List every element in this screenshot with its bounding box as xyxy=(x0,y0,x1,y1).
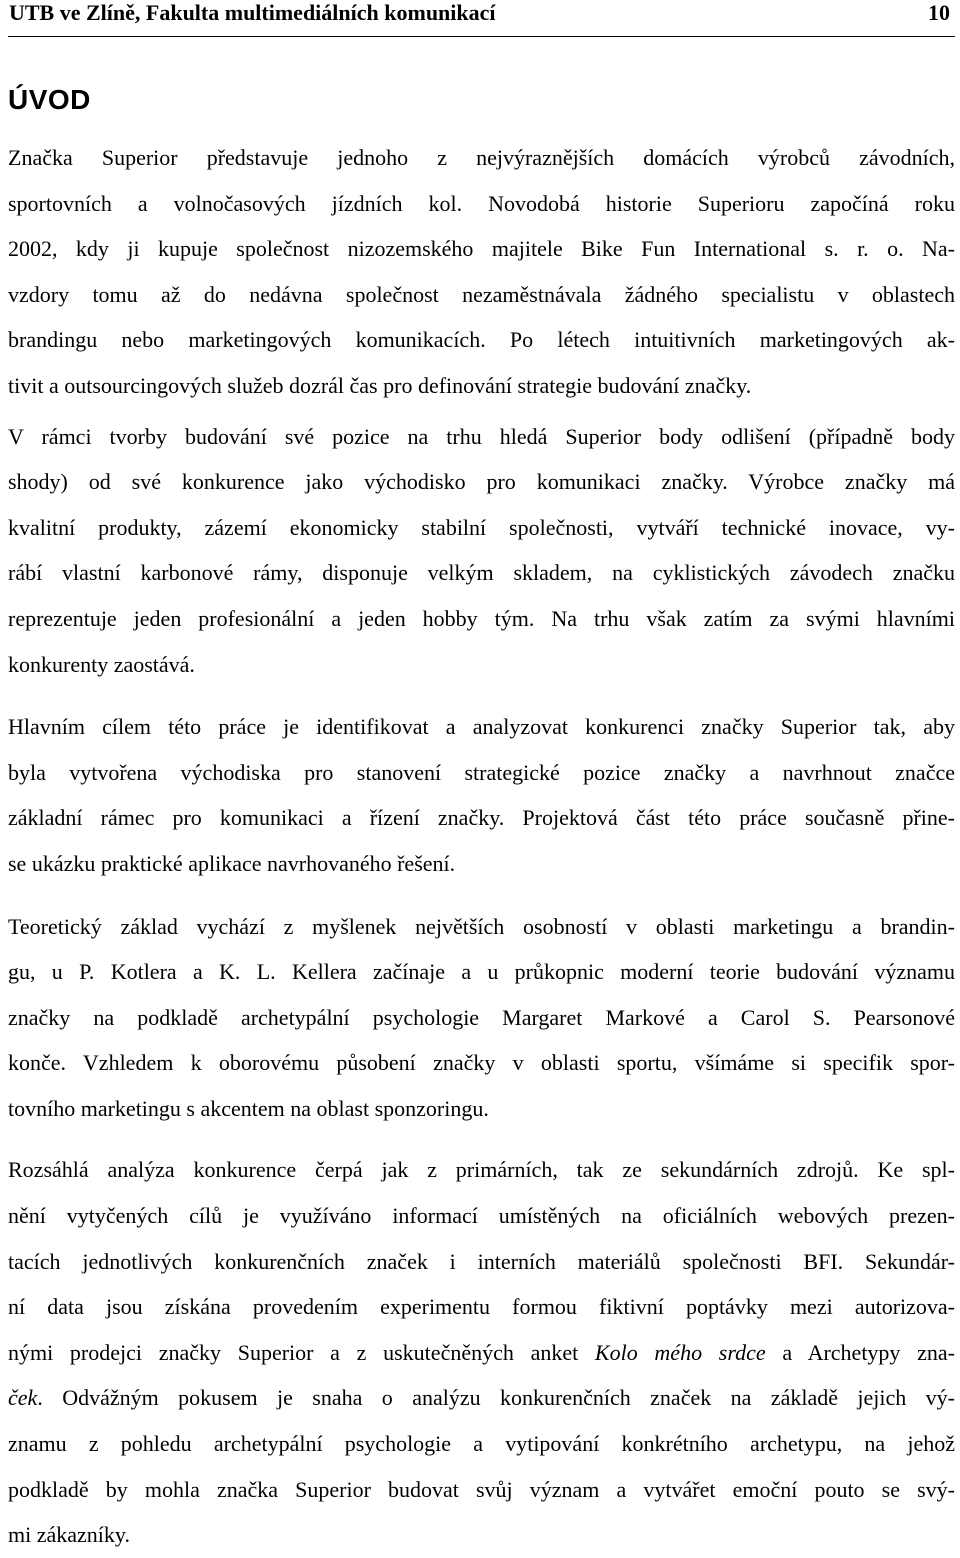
line-text: a Archetypy zna- xyxy=(765,1339,955,1365)
paragraph-line: gu, u P. Kotlera a K. L. Kellera začínaje a u průkopnic moderní teorie budování významu xyxy=(8,959,955,985)
page-number: 10 xyxy=(928,0,950,25)
paragraph-line: tovního marketingu s akcentem na oblast sponzoringu. xyxy=(8,1095,489,1121)
line-text: nými prodejci značky Superior a z uskutečněných anket xyxy=(8,1339,595,1365)
paragraph-line: znamu z pohledu archetypální psychologie a vytipování konkrétního archetypu, na jehož xyxy=(8,1431,955,1457)
italic-title: Kolo mého srdce xyxy=(594,1339,766,1365)
paragraph-line: tivit a outsourcingových služeb dozrál čas pro definování strategie budování značky. xyxy=(8,372,752,398)
paragraph-line: kvalitní produkty, zázemí ekonomicky stabilní společnosti, vytváří technické inovace, vy- xyxy=(8,514,955,540)
paragraph-line: konkurenty zaostává. xyxy=(8,651,195,677)
paragraph-3 xyxy=(8,704,955,886)
paragraph-line: sportovních a volnočasových jízdních kol. Novodobá historie Superioru započíná roku xyxy=(8,190,955,216)
paragraph-line xyxy=(8,1375,955,1421)
paragraph-line: reprezentuje jeden profesionální a jeden hobby tým. Na trhu však zatím za svými hlavními xyxy=(8,605,955,631)
paragraph-line: brandingu nebo marketingových komunikacích. Po létech intuitivních marketingových ak- xyxy=(8,327,955,353)
paragraph-line xyxy=(8,1330,955,1376)
paragraph-line: shody) od své konkurence jako východisko pro komunikaci značky. Výrobce značky má xyxy=(8,469,955,495)
header-title: UTB ve Zlíně, Fakulta multimediálních komunikací xyxy=(9,0,496,25)
paragraph-line: nění vytyčených cílů je využíváno informací umístěných na oficiálních webových prezen- xyxy=(8,1203,955,1229)
paragraph-5 xyxy=(8,1147,955,1557)
paragraph-line: Značka Superior představuje jednoho z nejvýraznějších domácích výrobců závodních, xyxy=(8,145,955,170)
paragraph-2 xyxy=(8,414,955,688)
paragraph-1 xyxy=(8,135,955,409)
paragraph-line: se ukázku praktické aplikace navrhovaného řešení. xyxy=(8,850,456,876)
paragraph-line: značky na podkladě archetypální psychologie Margaret Markové a Carol S. Pearsonové xyxy=(8,1004,955,1030)
paragraph-line: podkladě by mohla značka Superior budovat svůj význam a vytvářet emoční pouto se svý- xyxy=(8,1476,955,1502)
paragraph-line: vzdory tomu až do nedávna společnost nezaměstnávala žádného specialistu v oblastech xyxy=(8,281,955,307)
paragraph-line: 2002, kdy ji kupuje společnost nizozemského majitele Bike Fun International s. r. o. Na- xyxy=(8,236,955,262)
paragraph-line: Rozsáhlá analýza konkurence čerpá jak z primárních, tak ze sekundárních zdrojů. Ke spl- xyxy=(8,1157,955,1183)
page-header xyxy=(8,0,955,37)
italic-title: ček xyxy=(8,1385,38,1411)
paragraph-line: základní rámec pro komunikaci a řízení značky. Projektová část této práce současně přine- xyxy=(8,805,955,831)
paragraph-line: byla vytvořena východiska pro stanovení strategické pozice značky a navrhnout značce xyxy=(8,759,955,785)
paragraph-line: Hlavním cílem této práce je identifikovat a analyzovat konkurenci značky Superior tak, aby xyxy=(8,714,955,740)
paragraph-line: rábí vlastní karbonové rámy, disponuje velkým skladem, na cyklistických závodech značku xyxy=(8,560,955,586)
paragraph-line: konče. Vzhledem k oborovému působení značky v oblasti sportu, všímáme si specifik spor- xyxy=(8,1050,955,1076)
paragraph-line: V rámci tvorby budování své pozice na trhu hledá Superior body odlišení (případně body xyxy=(8,423,955,449)
paragraph-line: tacích jednotlivých konkurenčních značek i interních materiálů společnosti BFI. Sekundár- xyxy=(8,1248,955,1274)
paragraph-line: mi zákazníky. xyxy=(8,1522,130,1548)
paragraph-4 xyxy=(8,904,955,1132)
line-text: . Odvážným pokusem je snaha o analýzu konkurenčních značek na základě jejich vý- xyxy=(37,1385,955,1411)
paragraph-line: Teoretický základ vychází z myšlenek největších osobností v oblasti marketingu a brandin- xyxy=(8,913,955,939)
section-heading: ÚVOD xyxy=(8,84,91,115)
paragraph-line: ní data jsou získána provedením experimentu formou fiktivní poptávky mezi autorizova- xyxy=(8,1294,955,1320)
